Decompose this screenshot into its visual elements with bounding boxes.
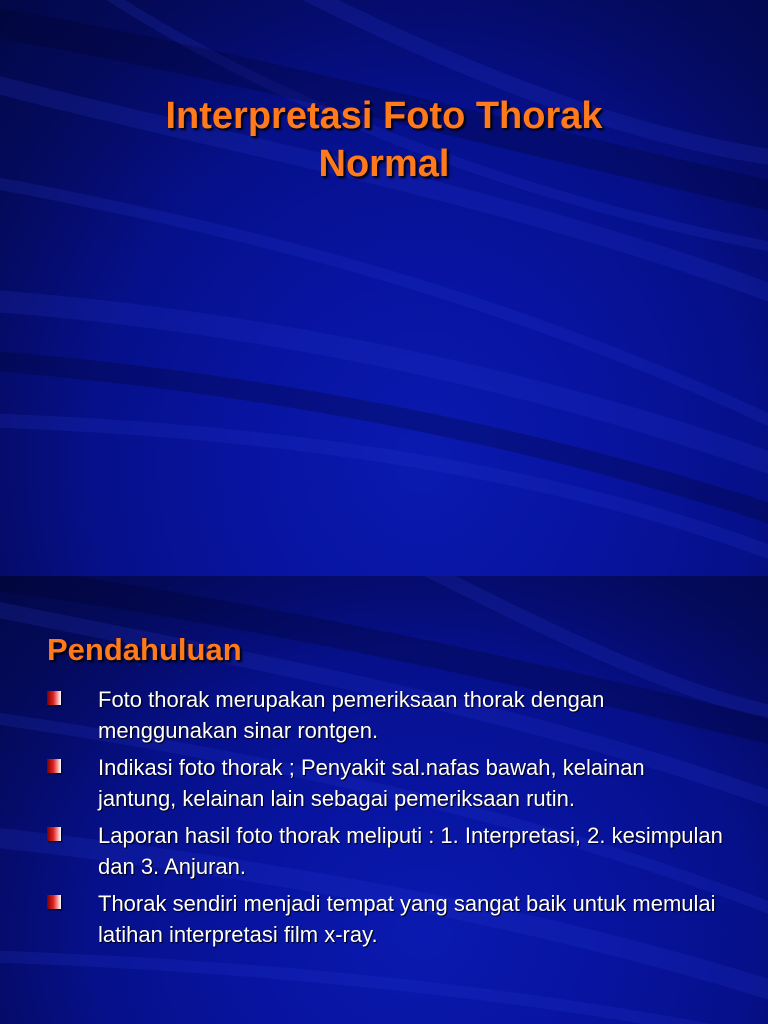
section-heading: Pendahuluan <box>47 632 242 667</box>
square-bullet-icon <box>47 827 61 841</box>
slide-title-text <box>0 92 768 188</box>
slide-introduction <box>0 576 768 1024</box>
bullet-list <box>47 684 727 956</box>
list-item <box>47 684 727 746</box>
title-line-2: Normal <box>318 143 450 185</box>
bullet-text: Laporan hasil foto thorak meliputi : 1. Interpretasi, 2. kesimpulan dan 3. Anjuran. <box>98 823 723 879</box>
list-item <box>47 888 727 950</box>
bullet-text: Indikasi foto thorak ; Penyakit sal.nafas bawah, kelainan jantung, kelainan lain sebagai pemeriksaan rutin. <box>98 755 645 811</box>
list-item <box>47 752 727 814</box>
title-line-1: Interpretasi Foto Thorak <box>165 95 603 137</box>
square-bullet-icon <box>47 895 61 909</box>
list-item <box>47 820 727 882</box>
bullet-text: Foto thorak merupakan pemeriksaan thorak dengan menggunakan sinar rontgen. <box>98 687 605 743</box>
square-bullet-icon <box>47 691 61 705</box>
bullet-text: Thorak sendiri menjadi tempat yang sangat baik untuk memulai latihan interpretasi film x-ray. <box>98 891 716 947</box>
square-bullet-icon <box>47 759 61 773</box>
